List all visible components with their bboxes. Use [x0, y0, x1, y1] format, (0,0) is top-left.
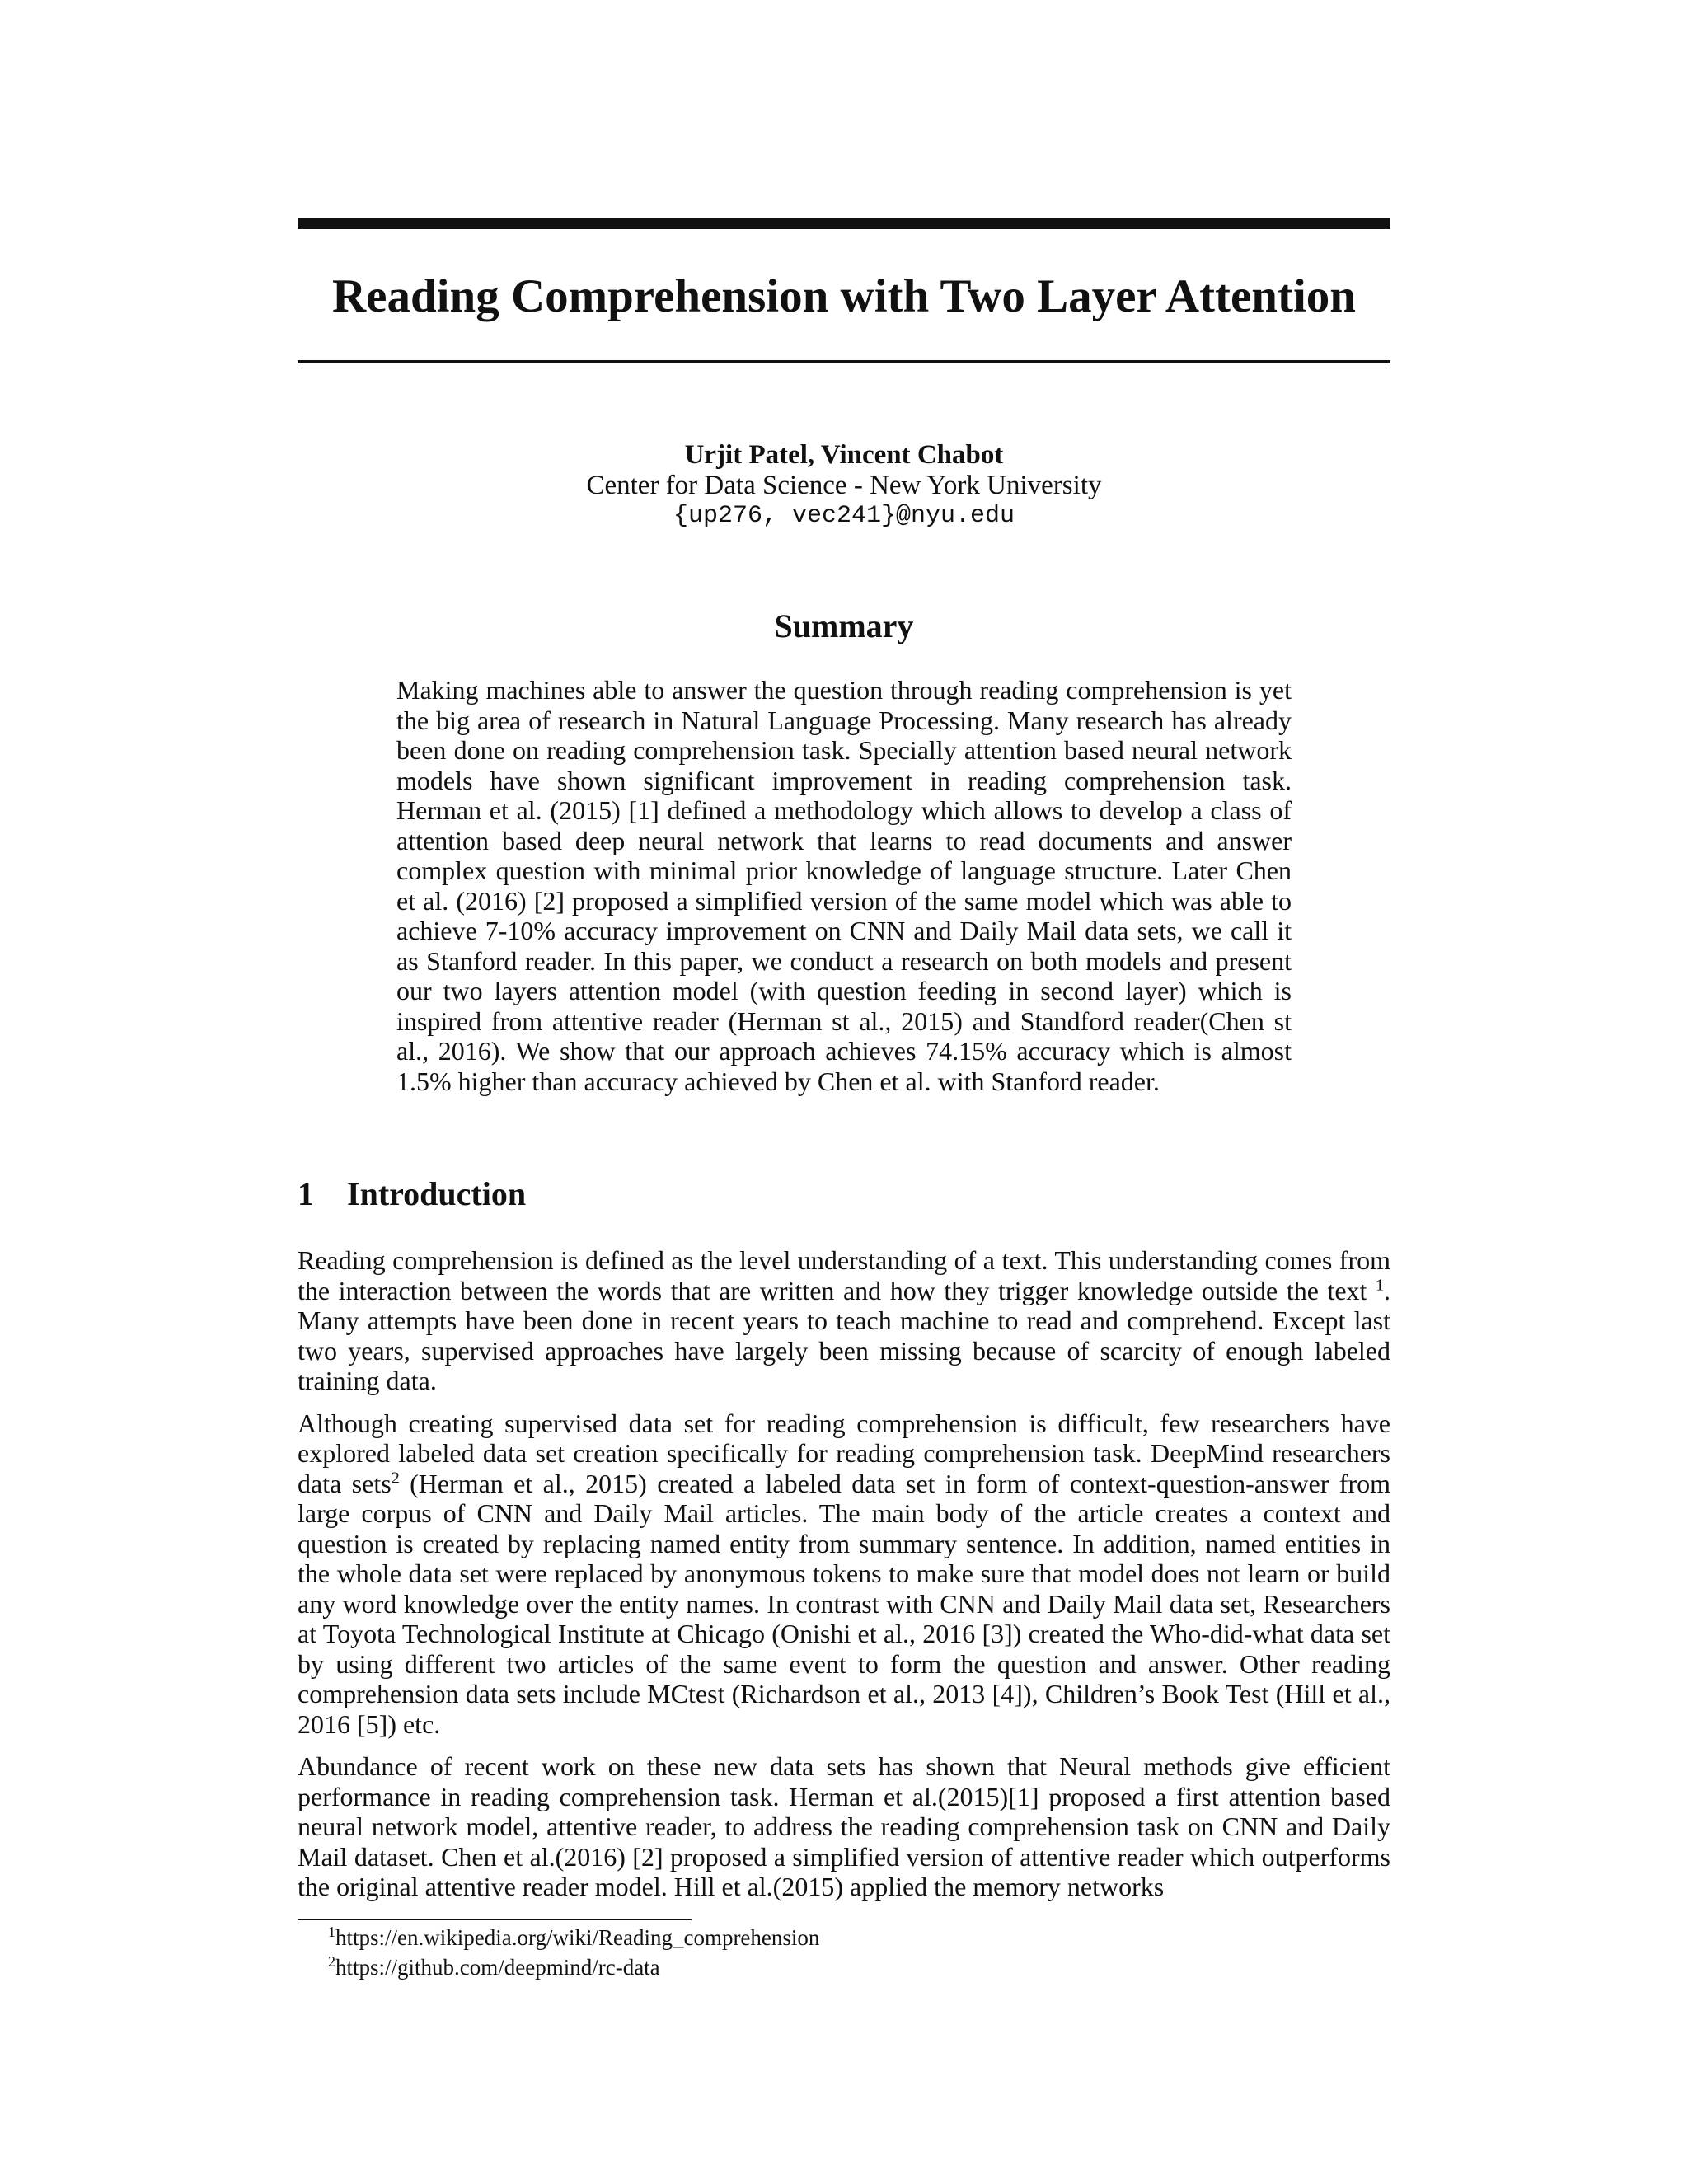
paragraph-text: Abundance of recent work on these new data sets has shown that Neural methods give efficient performance in reading comprehension task. Herman et al.(2015)[1] proposed a first attention based neural network model, attentive reader, to address the reading comprehension task on CNN and Daily Mail dataset. Chen et al.(2016) [2] proposed a simplified version of attentive reader which outperforms the original attentive reader model. Hill et al.(2015) applied the memory networks — [298, 1751, 1390, 1901]
footnote-mark: 1 — [328, 1924, 335, 1940]
footnote — [328, 1952, 1317, 1982]
abstract — [396, 675, 1292, 1096]
section-heading — [298, 1174, 526, 1214]
paragraph-text: . Many attempts have been done in recent years to teach machine to read and comprehend. Except last two years, supervised approaches have largely been missing because of scarcity of enough labeled training data. — [298, 1275, 1390, 1395]
paragraph — [298, 1408, 1390, 1740]
author-block — [298, 440, 1390, 532]
footnote-mark: 2 — [328, 1953, 335, 1970]
footnote — [328, 1923, 1317, 1952]
section-number: 1 — [298, 1175, 314, 1212]
footnote-rule — [298, 1919, 692, 1920]
paper-title: Reading Comprehension with Two Layer Attention — [332, 270, 1356, 322]
paragraph-text: Reading comprehension is defined as the level understanding of a text. This understanding comes from the interaction between the words that are written and how they trigger knowledge outside the text — [298, 1245, 1390, 1305]
abstract-text: Making machines able to answer the question through reading comprehension is yet the big area of research in Natural Language Processing. Many research has already been done on reading comprehension task. Specially attention based neural network models have shown significant improvement in reading comprehension task. Herman et al. (2015) [1] defined a methodology which allows to develop a class of attention based deep neural network that learns to read documents and answer complex question with minimal prior knowledge of language structure. Later Chen et al. (2016) [2] proposed a simplified version of the same model which was able to achieve 7-10% accuracy improvement on CNN and Daily Mail data sets, we call it as Stanford reader. In this paper, we conduct a research on both models and present our two layers attention model (with question feeding in second layer) which is inspired from attentive reader (Herman st al., 2015) and Standford reader(Chen st al., 2016). We show that our approach achieves 74.15% accuracy which is almost 1.5% higher than accuracy achieved by Chen et al. with Stanford reader. — [396, 675, 1292, 1096]
section-title: Introduction — [347, 1175, 527, 1212]
author-email: {up276, vec241}@nyu.edu — [673, 502, 1015, 530]
paragraph-text: (Herman et al., 2015) created a labeled data set in form of context-question-answer from large corpus of CNN and Daily Mail articles. The main body of the article creates a context and question is created by replacing named entity from summary sentence. In addition, named entities in the whole data set were replaced by anonymous tokens to make sure that model does not learn or build any word knowledge over the entity names. In contrast with CNN and Daily Mail data set, Researchers at Toyota Technological Institute at Chicago (Onishi et al., 2016 [3]) created the Who-did-what data set by using different two articles of the same event to form the question and answer. Other reading comprehension data sets include MCtest (Richardson et al., 2013 [4]), Children’s Book Test (Hill et al., 2016 [5]) etc. — [298, 1468, 1391, 1739]
paragraph — [298, 1245, 1390, 1396]
footnotes — [328, 1923, 1317, 1982]
footnote-ref[interactable]: 2 — [391, 1468, 400, 1487]
paragraph-text: Although creating supervised data set for reading comprehension is difficult, few researchers have explored labeled data set creation specifically for reading comprehension task. DeepMind researchers data sets — [298, 1408, 1390, 1498]
footnote-link[interactable]: https://en.wikipedia.org/wiki/Reading_comprehension — [335, 1925, 820, 1950]
section-body — [298, 1245, 1390, 1915]
footnote-ref[interactable]: 1 — [1376, 1275, 1384, 1294]
title-top-rule — [298, 218, 1390, 229]
author-affiliation: Center for Data Science - New York University — [586, 471, 1102, 500]
title-bottom-rule — [298, 360, 1390, 363]
author-names: Urjit Patel, Vincent Chabot — [684, 440, 1004, 470]
footnote-link[interactable]: https://github.com/deepmind/rc-data — [335, 1955, 660, 1980]
abstract-heading: Summary — [774, 607, 914, 644]
paragraph — [298, 1751, 1390, 1902]
